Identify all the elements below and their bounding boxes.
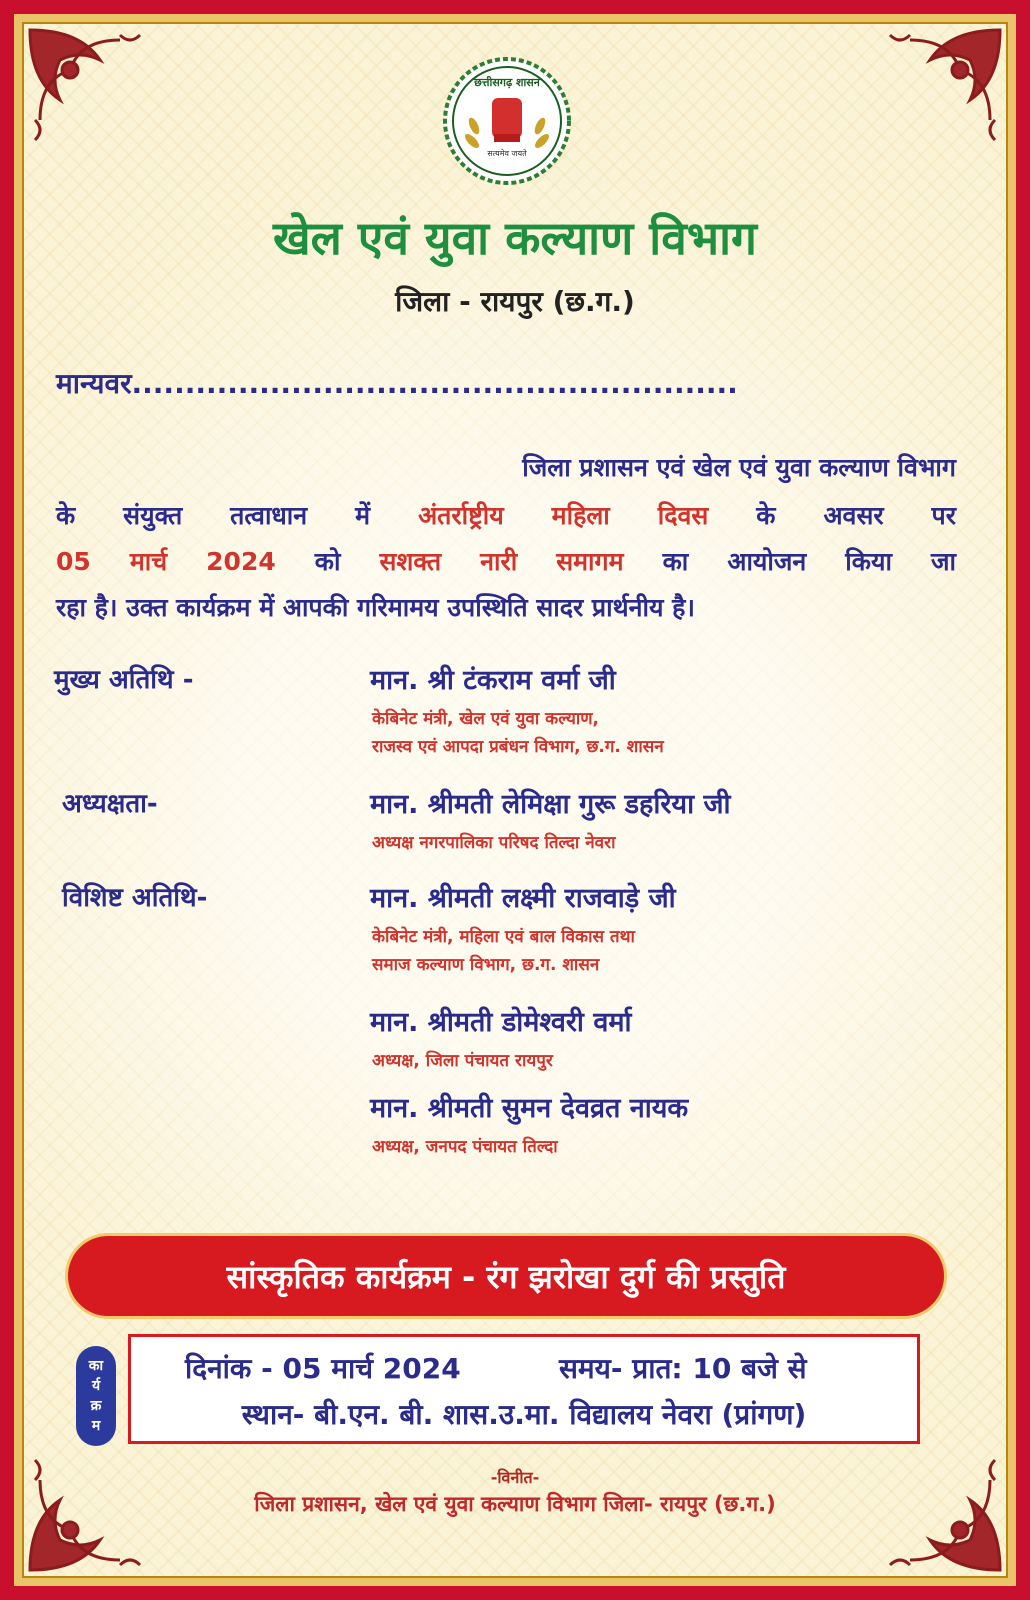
program-tag-char: म: [91, 1418, 101, 1434]
event-date: दिनांक - 05 मार्च 2024: [185, 1352, 461, 1385]
invitation-text: के संयुक्त तत्वाधान में: [56, 501, 371, 530]
corner-ornament-icon: [20, 20, 160, 160]
program-tag-char: का: [88, 1358, 104, 1374]
invitation-line-1: जिला प्रशासन एवं खेल एवं युवा कल्याण विभाग: [522, 453, 956, 482]
emblem-motto: सत्यमेव जयते: [487, 149, 527, 158]
event-occasion: अंतर्राष्ट्रीय महिला दिवस: [418, 501, 709, 530]
special-guest-label: विशिष्ट अतिथि-: [62, 883, 208, 913]
special-guest-name: मान. श्रीमती डोमेश्वरी वर्मा: [370, 1007, 632, 1038]
invitation-line-2: [56, 498, 956, 532]
special-guest-name: मान. श्रीमती सुमन देवव्रत नायक: [370, 1093, 689, 1124]
special-guest-designation: समाज कल्याण विभाग, छ.ग. शासन: [372, 955, 600, 975]
cultural-program-banner: [68, 1236, 944, 1316]
event-date-inline: 05 मार्च 2024: [56, 547, 276, 576]
chief-guest-label: मुख्य अतिथि -: [54, 665, 194, 695]
chief-guest-designation: केबिनेट मंत्री, खेल एवं युवा कल्याण,: [372, 709, 600, 729]
special-guest-designation: केबिनेट मंत्री, महिला एवं बाल विकास तथा: [372, 927, 635, 947]
vinit-label: -विनीत-: [490, 1468, 540, 1487]
page-subtitle: जिला - रायपुर (छ.ग.): [395, 285, 635, 318]
program-tag-char: र्य: [91, 1378, 101, 1394]
program-tag-char: क्र: [90, 1398, 102, 1414]
special-guest-designation: अध्यक्ष, जनपद पंचायत तिल्दा: [372, 1137, 558, 1157]
page-title: खेल एवं युवा कल्याण विभाग: [273, 211, 757, 265]
invitation-text: का आयोजन किया जा: [662, 547, 957, 576]
event-venue: स्थान- बी.एन. बी. शास.उ.मा. विद्यालय नेवरा (प्रांगण): [241, 1398, 807, 1431]
event-time: समय- प्रात: 10 बजे से: [559, 1352, 807, 1385]
chief-guest-name: मान. श्री टंकराम वर्मा जी: [370, 665, 616, 696]
invitation-text: के अवसर पर: [756, 501, 956, 530]
special-guest-name: मान. श्रीमती लक्ष्मी राजवाड़े जी: [370, 883, 676, 914]
president-designation: अध्यक्ष नगरपालिका परिषद तिल्दा नेवरा: [372, 833, 616, 853]
footer-organizer: जिला प्रशासन, खेल एवं युवा कल्याण विभाग जिला- रायपुर (छ.ग.): [254, 1492, 776, 1516]
emblem-top-text: छत्तीसगढ़ शासन: [474, 76, 540, 89]
event-name: सशक्त नारी समागम: [379, 547, 624, 576]
president-label: अध्यक्षता-: [62, 789, 158, 819]
program-tag: [76, 1346, 116, 1446]
invitation-line-3: [56, 544, 956, 578]
special-guest-designation: अध्यक्ष, जिला पंचायत रायपुर: [372, 1051, 553, 1071]
event-details-box: [128, 1334, 920, 1444]
cultural-program-text: सांस्कृतिक कार्यक्रम - रंग झरोखा दुर्ग की प्रस्तुति: [226, 1257, 786, 1296]
corner-ornament-icon: [870, 20, 1010, 160]
invitation-line-4: रहा है। उक्त कार्यक्रम में आपकी गरिमामय उपस्थिति सादर प्रार्थनीय है।: [56, 593, 695, 622]
salutation: मान्यवर.........................................................: [56, 367, 738, 400]
president-name: मान. श्रीमती लेमिक्षा गुरू डहरिया जी: [370, 789, 731, 820]
state-emblem-logo: [442, 56, 572, 186]
chief-guest-designation: राजस्व एवं आपदा प्रबंधन विभाग, छ.ग. शासन: [372, 737, 664, 757]
invitation-text: को: [314, 547, 341, 576]
